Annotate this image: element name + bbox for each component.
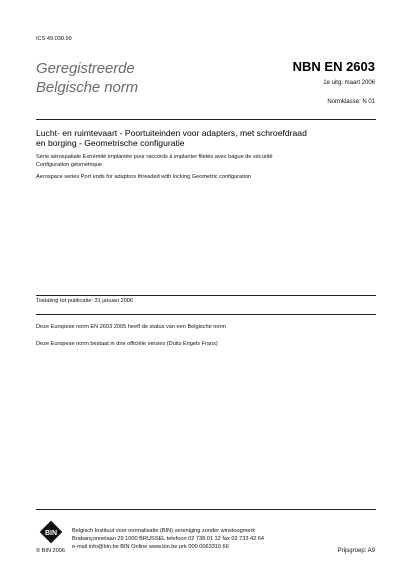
divider-middle [36,295,376,296]
divider-bottom [36,509,376,510]
brand-title-line-1: Geregistreerde [36,60,135,77]
institute-address [72,528,264,551]
price-group: Prijsgroep: A9 [337,548,375,554]
status-statement: Deze Europese norm EN 2603 2005 heeft de status van een Belgische norm [36,324,226,330]
standard-number: NBN EN 2603 [292,59,375,74]
bin-logo [38,519,64,545]
norm-class: Normklasse: N 01 [327,99,375,105]
copyright: © BIN 2006 [36,548,65,554]
bin-logo-text: BIN [44,530,58,537]
edition-date: 1e uitg. maart 2006 [323,80,375,86]
divider-lower [36,314,376,315]
publication-date: Toelating tot publicatie: 31 januari 2006 [36,298,134,304]
versions-statement: Deze Europese norm bestaat in drie officiële versies (Duits Engels Frans) [36,341,218,347]
dutch-title [36,128,307,148]
english-title: Aerospace series Port ends for adaptors threaded with locking Geometric configuration [36,174,252,180]
dutch-title-line-2: en borging - Geometrische configuratie [36,138,185,148]
institute-line-3: e-mail info@bin.be BIN Online www.bin.be prk 000 0063310 66 [72,543,229,550]
ics-code: ICS 49.030.99 [36,36,72,42]
divider-top [36,119,376,120]
brand-title-line-2: Belgische norm [36,79,138,96]
french-title-line-2: Configuration géométrique [36,161,102,168]
institute-line-1: Belgisch Instituut voor normalisatie (BIN) vereniging zonder winstoogmerk [72,528,256,534]
french-title-line-1: Série aérospatiale Extrémité implantée pour raccords à implanter filetés avec bague de sécurité [36,154,273,160]
french-title [36,154,273,169]
dutch-title-line-1: Lucht- en ruimtevaart - Poortuiteinden voor adapters, met schroefdraad [36,128,307,138]
brand-title [36,59,138,97]
institute-line-2: Brabançonnelaan 29 1000 BRUSSEL telefoon 02 738 01 12 fax 02 733 42 64 [72,535,264,542]
